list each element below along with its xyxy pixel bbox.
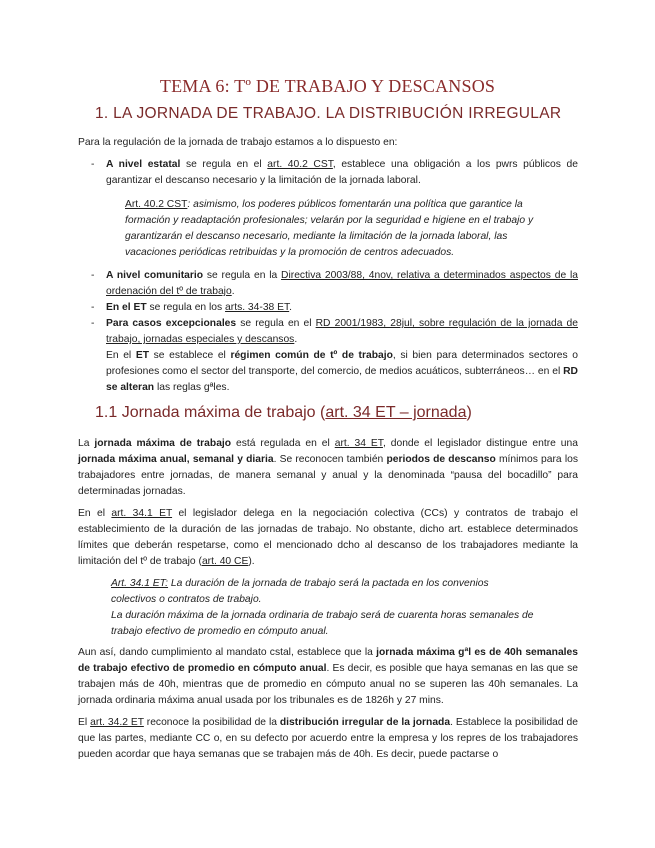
intro-paragraph: Para la regulación de la jornada de trabajo estamos a lo dispuesto en: (78, 137, 398, 148)
law-reference: art. 40.2 CST (267, 159, 333, 170)
quote-art-34-1: Art. 34.1 ET: La duración de la jornada de trabajo será la pactada en los convenios colectivos o contratos de trabajo. La duración máxima de la jornada ordinaria de trabajo será de cuarenta horas semanales de trabajo efectivo de promedio en cómputo anual. (111, 578, 534, 637)
law-reference: art. 40 CE (201, 556, 249, 567)
section-heading-1-1: 1.1 Jornada máxima de trabajo (art. 34 ET – jornada) (95, 404, 472, 421)
law-reference: art. 34.2 ET (90, 717, 144, 728)
law-reference: art. 34 ET – jornada (325, 404, 467, 421)
bullet-dash: - (91, 302, 95, 313)
bullet-lead: A nivel estatal (106, 159, 181, 170)
law-reference: art. 34.1 ET (111, 508, 173, 519)
bullet-dash: - (91, 318, 95, 329)
bullet-lead: Para casos excepcionales (106, 318, 237, 329)
bullet-lead: A nivel comunitario (106, 270, 204, 281)
bullet-estatal: A nivel estatal se regula en el art. 40.2 CST, establece una obligación a los pwrs públicos de garantizar el descanso necesario y la limitación de la jornada laboral. (106, 159, 578, 186)
quote-art-40-2: Art. 40.2 CST: asimismo, los poderes públicos fomentarán una política que garantice la formación y readaptación profesionales; velarán por la seguridad e higiene en el trabajo y garantizarán el descanso necesario, mediante la limitación de la jornada laboral, las vacaciones periódicas retribuidas y la promoción de centros adecuados. (125, 199, 534, 258)
section-heading-1: 1. LA JORNADA DE TRABAJO. LA DISTRIBUCIÓN IRREGULAR (95, 105, 562, 122)
paragraph-jornada-maxima: La jornada máxima de trabajo está regulada en el art. 34 ET, donde el legislador distingue entre una jornada máxima anual, semanal y diaria. Se reconocen también periodos de descanso mínimos para los trabajadores entre jornadas, de manera semanal y anual y la denominada “pausa del bocadillo” para determinadas jornadas. (78, 438, 578, 497)
law-reference: Art. 40.2 CST (125, 199, 188, 210)
paragraph-art-34-1: En el art. 34.1 ET el legislador delega en la negociación colectiva (CCs) y contratos de trabajo el establecimiento de la duración de las jornadas de trabajo. No obstante, dicho art. establece determinados límites que deberán respetarse, como el mencionado dcho al descanso de los trabajadores mediante la limitación del tº de trabajo (art. 40 CE). (78, 508, 578, 567)
bullet-excepcionales: Para casos excepcionales se regula en el RD 2001/1983, 28jul, sobre regulación de la jornada de trabajo, jornadas especiales y descansos. (106, 318, 578, 345)
law-reference: Directiva 2003/88, 4nov, relativa a determinados aspectos de la ordenación del tº de trabajo (106, 270, 579, 297)
paragraph-distribucion-irregular: El art. 34.2 ET reconoce la posibilidad de la distribución irregular de la jornada. Establece la posibilidad de que las partes, mediante CC o, en su defecto por acuerdo entre la empresa y los repres de los trabajadores pueden acordar que haya semanas que se trabajen más de 40h. Es decir, puede pactarse o (78, 717, 578, 760)
bullet-lead: En el ET (106, 302, 147, 313)
paragraph-jornada-40h: Aun así, dando cumplimiento al mandato cstal, establece que la jornada máxima gªl es de 40h semanales de trabajo efectivo de promedio en cómputo anual. Es decir, es posible que haya semanas en las que se trabajen más de 40h, mientras que de promedio en cómputo anual no se superen las 40h semanales. La jornada ordinaria máxima anual usada por los tribunales es de 1826h y 27 mins. (78, 647, 578, 706)
law-reference: RD 2001/1983, 28jul, sobre regulación de la jornada de trabajo, jornadas especiales y descansos (106, 318, 578, 345)
page-title: TEMA 6: Tº DE TRABAJO Y DESCANSOS (159, 76, 496, 96)
bullet-et: En el ET se regula en los arts. 34-38 ET. (106, 302, 293, 313)
bullet-excepcionales-continuation: En el ET se establece el régimen común de tº de trabajo, si bien para determinados sectores o profesiones como el sector del transporte, del comercio, de medios acuáticos, subterráneos… en el RD se alteran las reglas gªles. (106, 350, 578, 393)
law-reference: Art. 34.1 ET: (111, 578, 169, 589)
law-reference: arts. 34-38 ET (225, 302, 290, 313)
bullet-dash: - (91, 270, 95, 281)
bullet-dash: - (91, 159, 95, 170)
law-reference: art. 34 ET (334, 438, 383, 449)
bullet-comunitario: A nivel comunitario se regula en la Directiva 2003/88, 4nov, relativa a determinados aspectos de la ordenación del tº de trabajo. (106, 270, 579, 297)
